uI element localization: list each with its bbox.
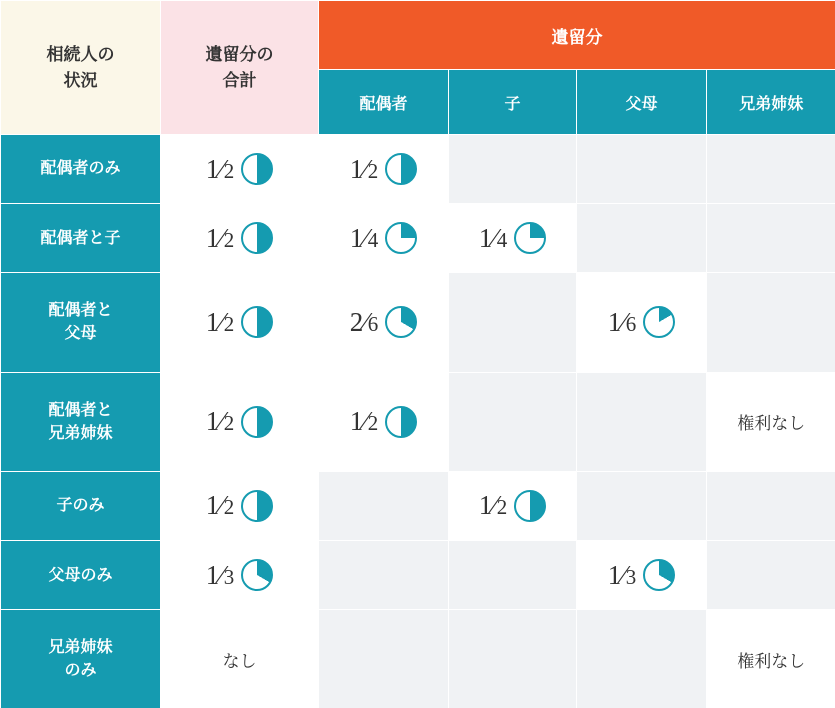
header-heir-status: 相続人の 状況 — [1, 1, 161, 135]
cell-r6-c1 — [449, 610, 577, 708]
pie-chart-icon — [241, 153, 273, 185]
fraction-value: 1⁄2 — [205, 406, 235, 437]
fraction-value: 1⁄2 — [349, 153, 379, 184]
header-col-parents: 父母 — [577, 70, 707, 135]
fraction-with-pie — [161, 559, 318, 591]
fraction-with-pie — [161, 490, 318, 522]
cell-total-6 — [161, 610, 319, 708]
cell-total-3 — [161, 372, 319, 471]
fraction-with-pie — [161, 306, 318, 338]
pie-chart-icon — [514, 490, 546, 522]
fraction-with-pie — [577, 306, 706, 338]
cell-total-5 — [161, 541, 319, 610]
cell-r6-c2 — [577, 610, 707, 708]
pie-chart-icon — [643, 559, 675, 591]
fraction-value: 1⁄4 — [349, 222, 379, 253]
cell-r4-c0 — [319, 471, 449, 540]
cell-total-0 — [161, 135, 319, 204]
cell-text: 権利なし — [737, 414, 806, 434]
fraction-value: 1⁄3 — [607, 559, 637, 590]
table-row — [1, 610, 835, 708]
header-col-spouse: 配偶者 — [319, 70, 449, 135]
row-label-4: 子のみ — [1, 471, 161, 540]
cell-r5-c0 — [319, 541, 449, 610]
table-row — [1, 204, 835, 273]
cell-total-4 — [161, 471, 319, 540]
fraction-with-pie — [319, 222, 448, 254]
table-header — [1, 1, 835, 135]
fraction-value: 1⁄2 — [205, 306, 235, 337]
pie-chart-icon — [241, 559, 273, 591]
fraction-value: 1⁄6 — [607, 306, 637, 337]
table-row — [1, 135, 835, 204]
cell-r3-c2 — [577, 372, 707, 471]
fraction-value: 1⁄3 — [205, 559, 235, 590]
cell-r6-c3 — [707, 610, 835, 708]
cell-r0-c0 — [319, 135, 449, 204]
fraction-with-pie — [161, 153, 318, 185]
fraction-value: 1⁄4 — [478, 222, 508, 253]
cell-text: なし — [222, 651, 257, 671]
cell-r6-c0 — [319, 610, 449, 708]
cell-r0-c3 — [707, 135, 835, 204]
cell-r3-c3 — [707, 372, 835, 471]
pie-chart-icon — [385, 153, 417, 185]
row-label-6: 兄弟姉妹 のみ — [1, 610, 161, 708]
cell-r3-c0 — [319, 372, 449, 471]
fraction-with-pie — [319, 306, 448, 338]
fraction-with-pie — [319, 153, 448, 185]
header-iryubun-group: 遺留分 — [319, 1, 835, 70]
pie-chart-icon — [241, 306, 273, 338]
cell-r5-c2 — [577, 541, 707, 610]
fraction-value: 1⁄2 — [205, 153, 235, 184]
fraction-with-pie — [161, 406, 318, 438]
table-body — [1, 135, 835, 708]
pie-chart-icon — [241, 406, 273, 438]
pie-chart-icon — [385, 306, 417, 338]
header-col-child: 子 — [449, 70, 577, 135]
pie-chart-icon — [385, 406, 417, 438]
table-row — [1, 372, 835, 471]
cell-r2-c0 — [319, 273, 449, 372]
fraction-value: 1⁄2 — [205, 222, 235, 253]
fraction-with-pie — [449, 222, 576, 254]
fraction-with-pie — [319, 406, 448, 438]
cell-r4-c2 — [577, 471, 707, 540]
cell-r1-c0 — [319, 204, 449, 273]
fraction-with-pie — [161, 222, 318, 254]
cell-r1-c2 — [577, 204, 707, 273]
table-row — [1, 273, 835, 372]
header-col-siblings: 兄弟姉妹 — [707, 70, 835, 135]
row-label-1: 配偶者と子 — [1, 204, 161, 273]
pie-chart-icon — [514, 222, 546, 254]
row-label-5: 父母のみ — [1, 541, 161, 610]
pie-chart-icon — [385, 222, 417, 254]
fraction-value: 1⁄2 — [349, 406, 379, 437]
cell-r0-c2 — [577, 135, 707, 204]
cell-r4-c3 — [707, 471, 835, 540]
pie-chart-icon — [241, 222, 273, 254]
row-label-2: 配偶者と 父母 — [1, 273, 161, 372]
fraction-with-pie — [577, 559, 706, 591]
header-total-share: 遺留分の 合計 — [161, 1, 319, 135]
cell-r5-c1 — [449, 541, 577, 610]
table-row — [1, 471, 835, 540]
cell-total-1 — [161, 204, 319, 273]
cell-total-2 — [161, 273, 319, 372]
cell-r4-c1 — [449, 471, 577, 540]
cell-r3-c1 — [449, 372, 577, 471]
header-row-top — [1, 1, 835, 70]
row-label-0: 配偶者のみ — [1, 135, 161, 204]
fraction-with-pie — [449, 490, 576, 522]
cell-r1-c1 — [449, 204, 577, 273]
cell-r2-c2 — [577, 273, 707, 372]
table-row — [1, 541, 835, 610]
pie-chart-icon — [643, 306, 675, 338]
cell-r2-c3 — [707, 273, 835, 372]
cell-r0-c1 — [449, 135, 577, 204]
row-label-3: 配偶者と 兄弟姉妹 — [1, 372, 161, 471]
cell-r1-c3 — [707, 204, 835, 273]
fraction-value: 2⁄6 — [349, 306, 379, 337]
pie-chart-icon — [241, 490, 273, 522]
fraction-value: 1⁄2 — [205, 490, 235, 521]
fraction-value: 1⁄2 — [478, 490, 508, 521]
cell-text: 権利なし — [737, 651, 806, 671]
cell-r5-c3 — [707, 541, 835, 610]
cell-r2-c1 — [449, 273, 577, 372]
